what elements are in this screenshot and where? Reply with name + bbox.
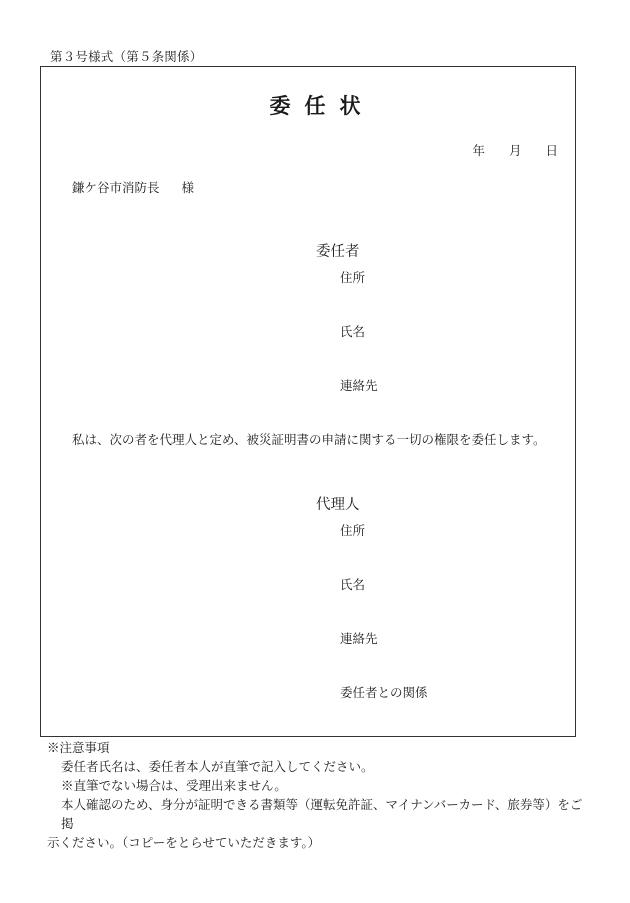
delegator-name-label: 氏名 <box>340 324 366 339</box>
delegator-heading: 委任者 <box>316 244 360 260</box>
delegator-contact-label: 連絡先 <box>340 378 378 393</box>
agent-heading: 代理人 <box>316 497 360 513</box>
notes-section <box>47 738 592 852</box>
note-line: 示ください。（コピーをとらせていただきます。） <box>47 835 321 850</box>
date-year-label: 年 <box>472 143 485 158</box>
agent-address-label: 住所 <box>340 523 366 538</box>
agent-name-label: 氏名 <box>340 577 366 592</box>
delegator-address-label: 住所 <box>340 270 366 285</box>
note-line: 委任者氏名は、委任者本人が直筆で記入してください。 <box>61 759 374 774</box>
addressee-name: 鎌ケ谷市消防長 <box>72 180 160 195</box>
declaration-text: 私は、次の者を代理人と定め、被災証明書の申請に関する一切の権限を委任します。 <box>72 432 546 447</box>
date-day-label: 日 <box>545 143 558 158</box>
addressee <box>72 178 194 196</box>
form-number: 第３号様式（第５条関係） <box>50 49 203 64</box>
agent-contact-label: 連絡先 <box>340 631 378 646</box>
document-title: 委任状 <box>269 93 375 118</box>
addressee-honorific: 様 <box>181 180 195 195</box>
note-line: ※直筆でない場合は、受理出来ません。 <box>61 778 287 793</box>
notes-heading: ※注意事項 <box>47 740 110 755</box>
date-month-label: 月 <box>508 143 522 158</box>
note-line: 本人確認のため、身分が証明できる書類等（運転免許証、マイナンバーカード、旅券等）をご掲 <box>61 797 583 831</box>
form-frame <box>40 66 576 737</box>
agent-relation-label: 委任者との関係 <box>340 685 428 700</box>
date-line <box>472 141 558 159</box>
